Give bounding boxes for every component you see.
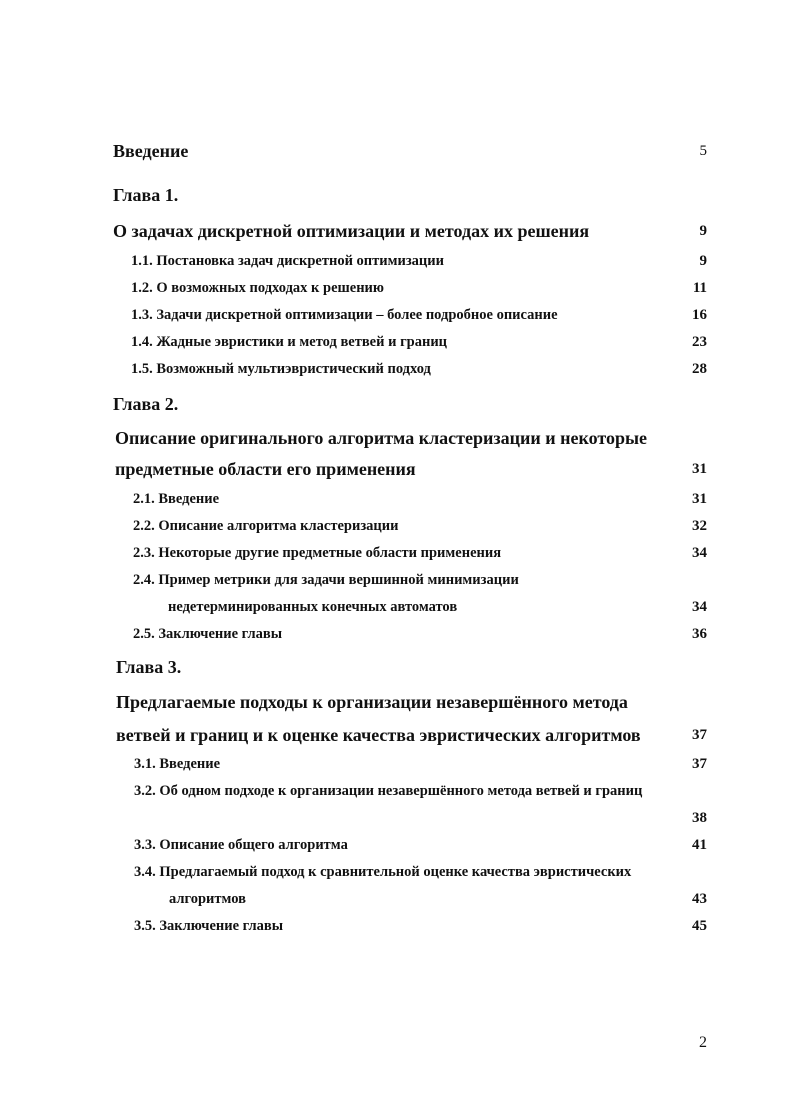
chapter-1-page: 9: [699, 223, 707, 239]
chapter-1-label: Глава 1.: [113, 185, 179, 205]
section-3-1-page: 37: [692, 756, 707, 772]
section-3-2-title: 3.2. Об одном подходе к организации незавершённого метода ветвей и границ: [134, 783, 643, 799]
section-1-1-page: 9: [699, 253, 707, 269]
section-1-5-page: 28: [692, 361, 707, 377]
section-1-4-title: 1.4. Жадные эвристики и метод ветвей и границ: [131, 334, 448, 350]
section-1-1-title: 1.1. Постановка задач дискретной оптимизации: [131, 253, 444, 269]
section-2-1-title: 2.1. Введение: [133, 491, 220, 507]
section-3-2-page: 38: [692, 810, 707, 826]
section-1-2-title: 1.2. О возможных подходах к решению: [131, 280, 384, 296]
chapter-1-title: О задачах дискретной оптимизации и методах их решения: [113, 221, 590, 241]
section-1-4-page: 23: [692, 334, 707, 350]
section-1-2-page: 11: [692, 280, 707, 296]
section-2-3-page: 34: [692, 545, 707, 561]
page-number: 2: [699, 1034, 707, 1051]
toc-intro-title: Введение: [113, 141, 189, 161]
section-2-4-title-line2: недетерминированных конечных автоматов: [168, 599, 458, 615]
section-3-5-title: 3.5. Заключение главы: [134, 918, 284, 934]
chapter-2-title-line1: Описание оригинального алгоритма кластеризации и некоторые: [115, 428, 648, 448]
section-2-5-page: 36: [692, 626, 707, 642]
section-1-3-page: 16: [692, 307, 707, 323]
chapter-3-title-line2: ветвей и границ и к оценке качества эвристических алгоритмов: [116, 725, 641, 745]
chapter-2-label: Глава 2.: [113, 394, 179, 414]
section-2-2-page: 32: [692, 518, 707, 534]
section-3-5-page: 45: [692, 918, 707, 934]
section-3-4-title-line2: алгоритмов: [169, 891, 246, 907]
section-2-4-page: 34: [692, 599, 707, 615]
section-2-5-title: 2.5. Заключение главы: [133, 626, 283, 642]
section-2-3-title: 2.3. Некоторые другие предметные области применения: [133, 545, 502, 561]
section-3-4-title-line1: 3.4. Предлагаемый подход к сравнительной оценке качества эвристических: [134, 864, 632, 880]
section-2-2-title: 2.2. Описание алгоритма кластеризации: [133, 518, 399, 534]
section-3-3-page: 41: [692, 837, 707, 853]
section-1-3-title: 1.3. Задачи дискретной оптимизации – более подробное описание: [131, 307, 558, 323]
section-2-4-title-line1: 2.4. Пример метрики для задачи вершинной минимизации: [133, 572, 519, 588]
section-3-1-title: 3.1. Введение: [134, 756, 221, 772]
section-2-1-page: 31: [692, 491, 707, 507]
chapter-2-page: 31: [692, 461, 707, 477]
section-1-5-title: 1.5. Возможный мультиэвристический подход: [131, 361, 431, 377]
section-3-4-page: 43: [692, 891, 707, 907]
chapter-3-label: Глава 3.: [116, 657, 182, 677]
chapter-2-title-line2: предметные области его применения: [115, 459, 416, 479]
chapter-3-title-line1: Предлагаемые подходы к организации незавершённого метода: [116, 692, 628, 712]
section-3-3-title: 3.3. Описание общего алгоритма: [134, 837, 348, 853]
chapter-3-page: 37: [692, 727, 707, 743]
toc-intro-page: 5: [699, 143, 707, 159]
